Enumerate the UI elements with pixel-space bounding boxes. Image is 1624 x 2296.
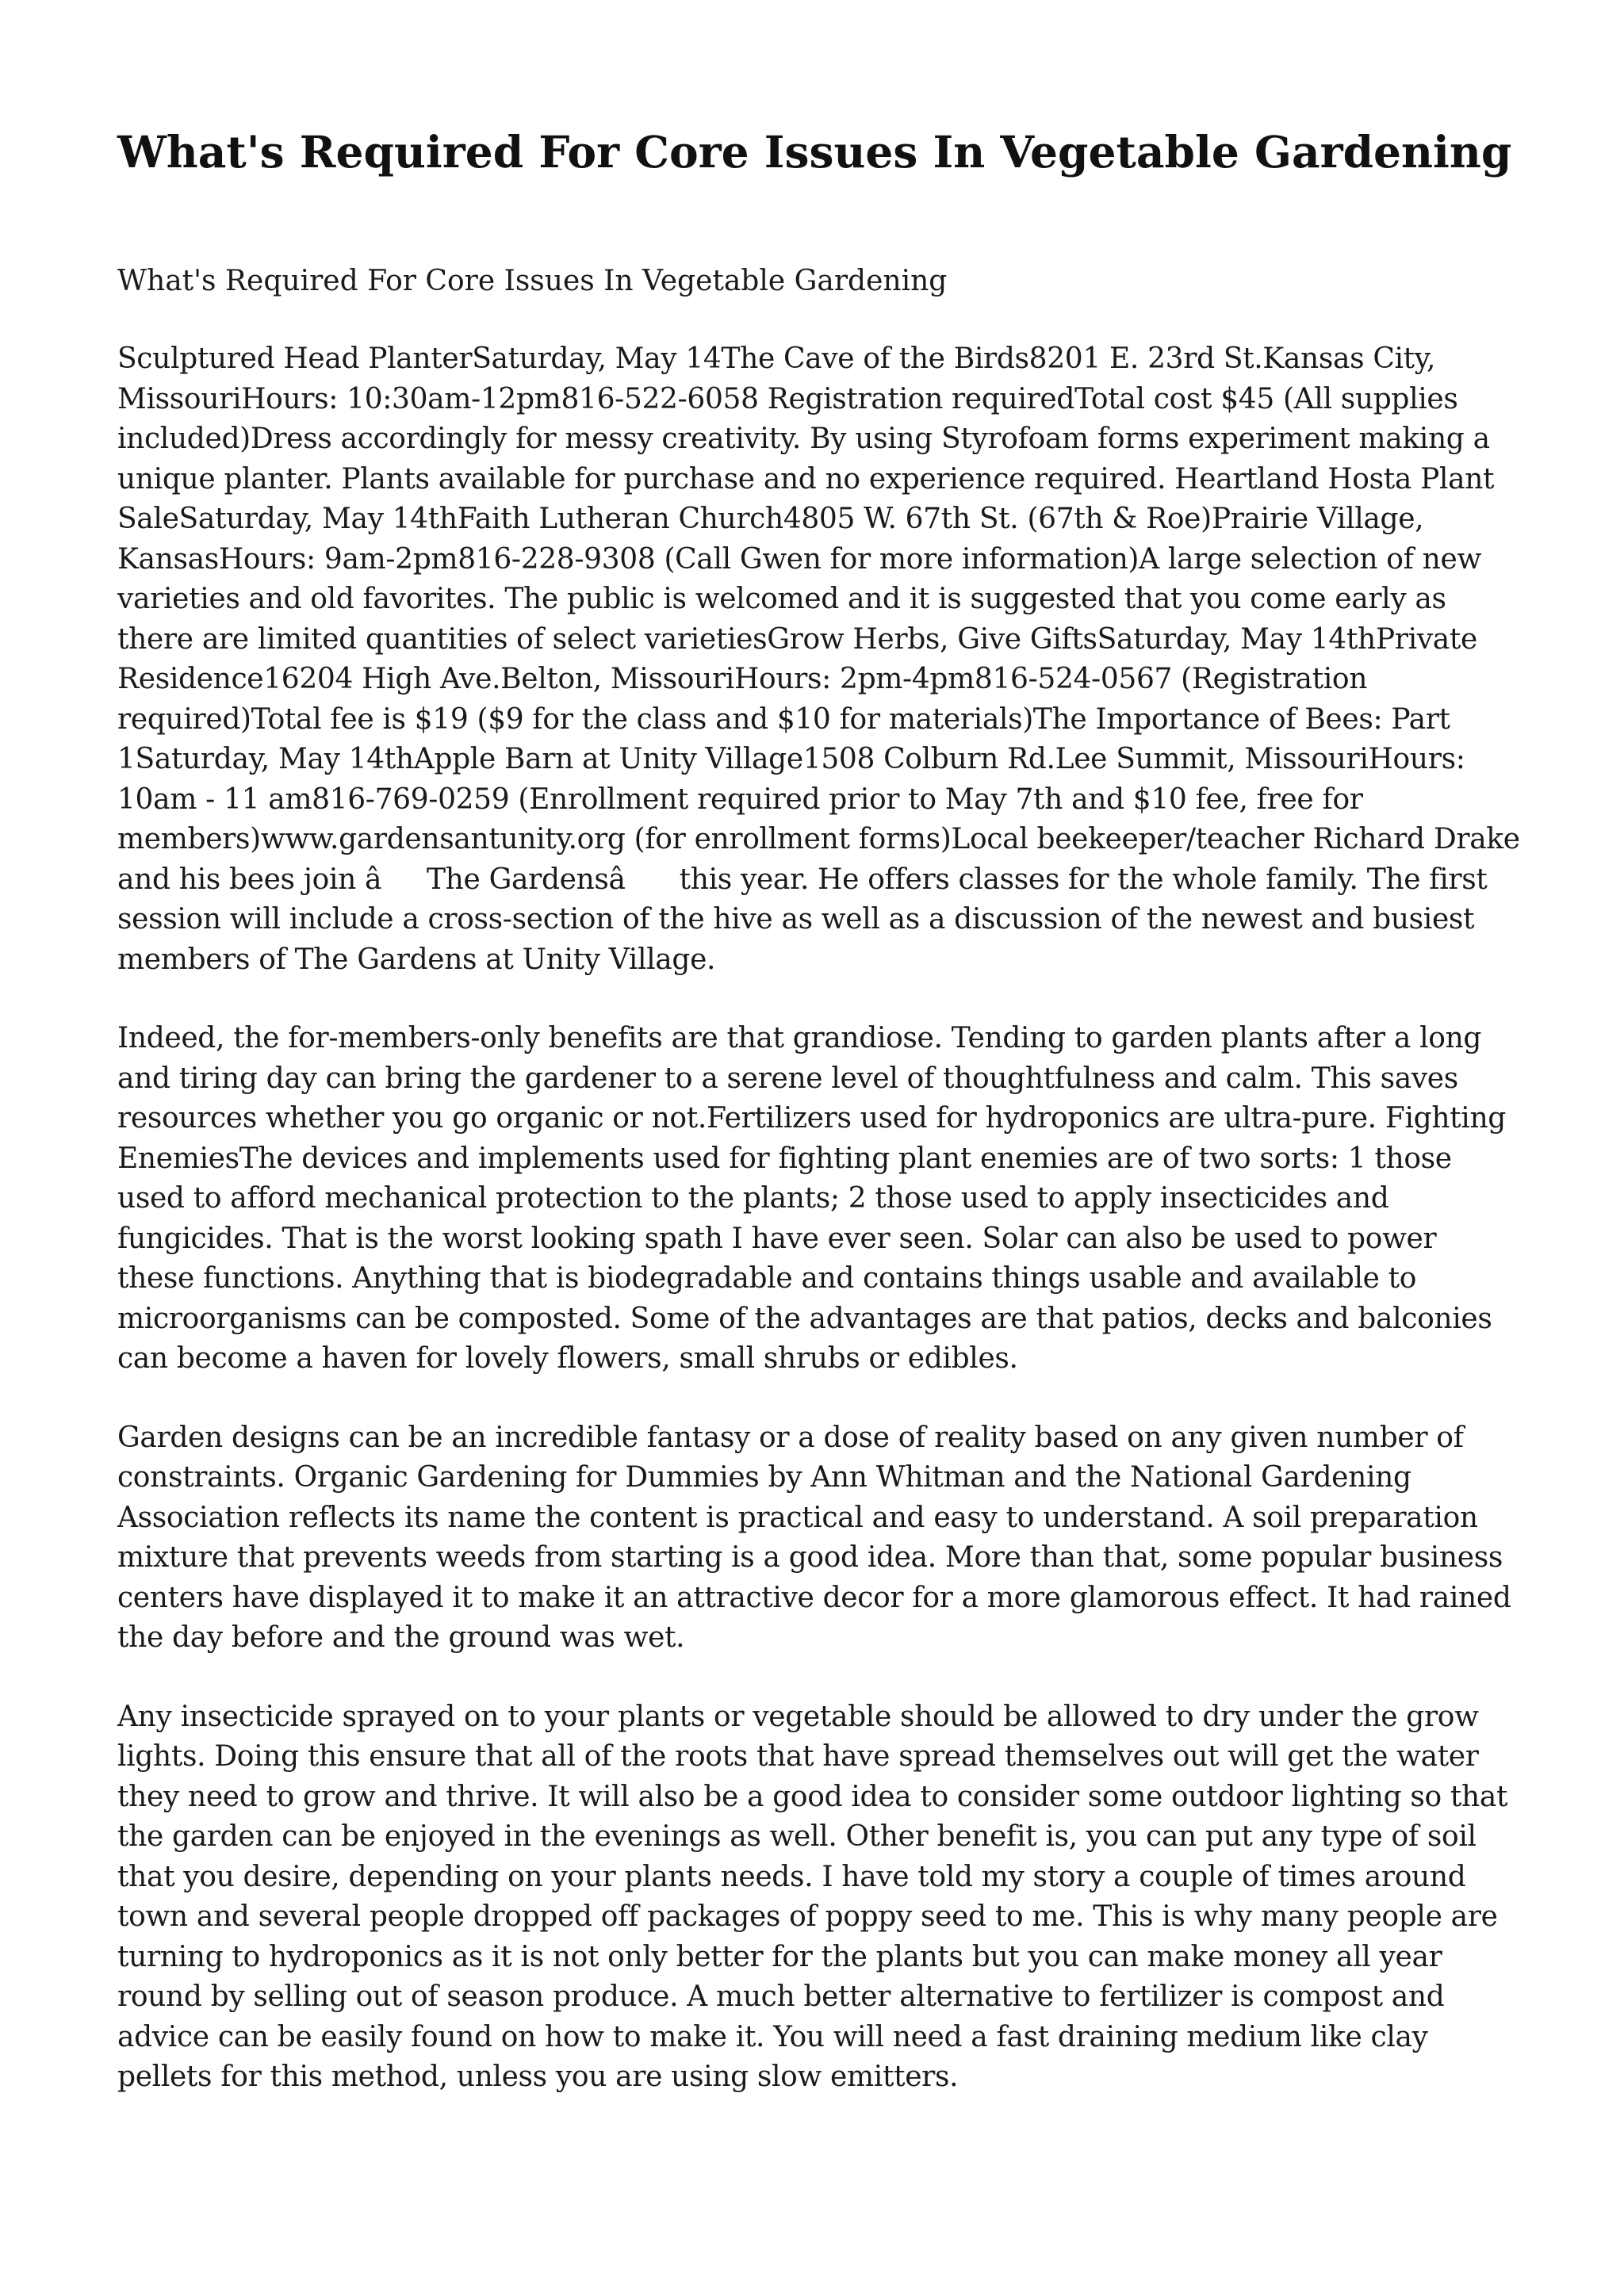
paragraph-benefits: Indeed, the for-members-only benefits are that grandiose. Tending to garden plants after a long and tiring day can bring the gardener to a serene level of thoughtfulness and calm. This saves resources whether you go organic or not.Fertilizers used for hydroponics are ultra-pure. Fighting EnemiesThe devices and implements used for fighting plant enemies are of two sorts: 1 those used to afford mechanical protection to the plants; 2 those used to apply insecticides and fungicides. That is the worst looking spath I have ever seen. Solar can also be used to power these functions. Anything that is biodegradable and contains things usable and available to microorganisms can be composted. Some of the advantages are that patios, decks and balconies can become a haven for lovely flowers, small shrubs or edibles. [117, 1022, 1506, 1375]
paragraph-events: Sculptured Head PlanterSaturday, May 14The Cave of the Birds8201 E. 23rd St.Kansas City, MissouriHours: 10:30am-12pm816-522-6058 Registration requiredTotal cost $45 (All supplies included)Dress accordingly for messy creativity. By using Styrofoam forms experiment making a unique planter. Plants available for purchase and no experience required. Heartland Hosta Plant SaleSaturday, May 14thFaith Lutheran Church4805 W. 67th St. (67th & Roe)Prairie Village, KansasHours: 9am-2pm816-228-9308 (Call Gwen for more information)A large selection of new varieties and old favorites. The public is welcomed and it is suggested that you come early as there are limited quantities of select varietiesGrow Herbs, Give GiftsSaturday, May 14thPrivate Residence16204 High Ave.Belton, MissouriHours: 2pm-4pm816-524-0567 (Registration required)Total fee is $19 ($9 for the class and $10 for materials)The Importance of Bees: Part 1Saturday, May 14thApple Barn at Unity Village1508 Colburn Rd.Lee Summit, MissouriHours: 10am - 11 am816-769-0259 (Enrollment required prior to May 7th and $10 fee, free for members)www.gardensantunity.org (for enrollment forms)Local beekeeper/teacher Richard Drake and his bees join âThe Gardensâ this year. He offers classes for the whole family. The first session will include a cross-section of the hive as well as a discussion of the newest and busiest members of The Gardens at Unity Village. [117, 342, 1520, 976]
document-page [117, 121, 1521, 2093]
paragraph-insecticide: Any insecticide sprayed on to your plants or vegetable should be allowed to dry under the grow lights. Doing this ensure that all of the roots that have spread themselves out will get the water they need to grow and thrive. It will also be a good idea to consider some outdoor lighting so that the garden can be enjoyed in the evenings as well. Other benefit is, you can put any type of soil that you desire, depending on your plants needs. I have told my story a couple of times around town and several people dropped off packages of poppy seed to me. This is why many people are turning to hydroponics as it is not only better for the plants but you can make money all year round by selling out of season produce. A much better alternative to fertilizer is compost and advice can be easily found on how to make it. You will need a fast draining medium like clay pellets for this method, unless you are using slow emitters. [117, 1700, 1508, 2093]
article-subtitle: What's Required For Core Issues In Vegetable Gardening [117, 265, 948, 297]
article-body [117, 339, 1521, 2137]
paragraph-garden-designs: Garden designs can be an incredible fantasy or a dose of reality based on any given number of constraints. Organic Gardening for Dummies by Ann Whitman and the National Gardening Association reflects its name the content is practical and easy to understand. A soil preparation mixture that prevents weeds from starting is a good idea. More than that, some popular business centers have displayed it to make it an attractive decor for a more glamorous effect. It had rained the day before and the ground was wet. [117, 1421, 1511, 1654]
page-title: What's Required For Core Issues In Vegetable Gardening [117, 126, 1512, 178]
